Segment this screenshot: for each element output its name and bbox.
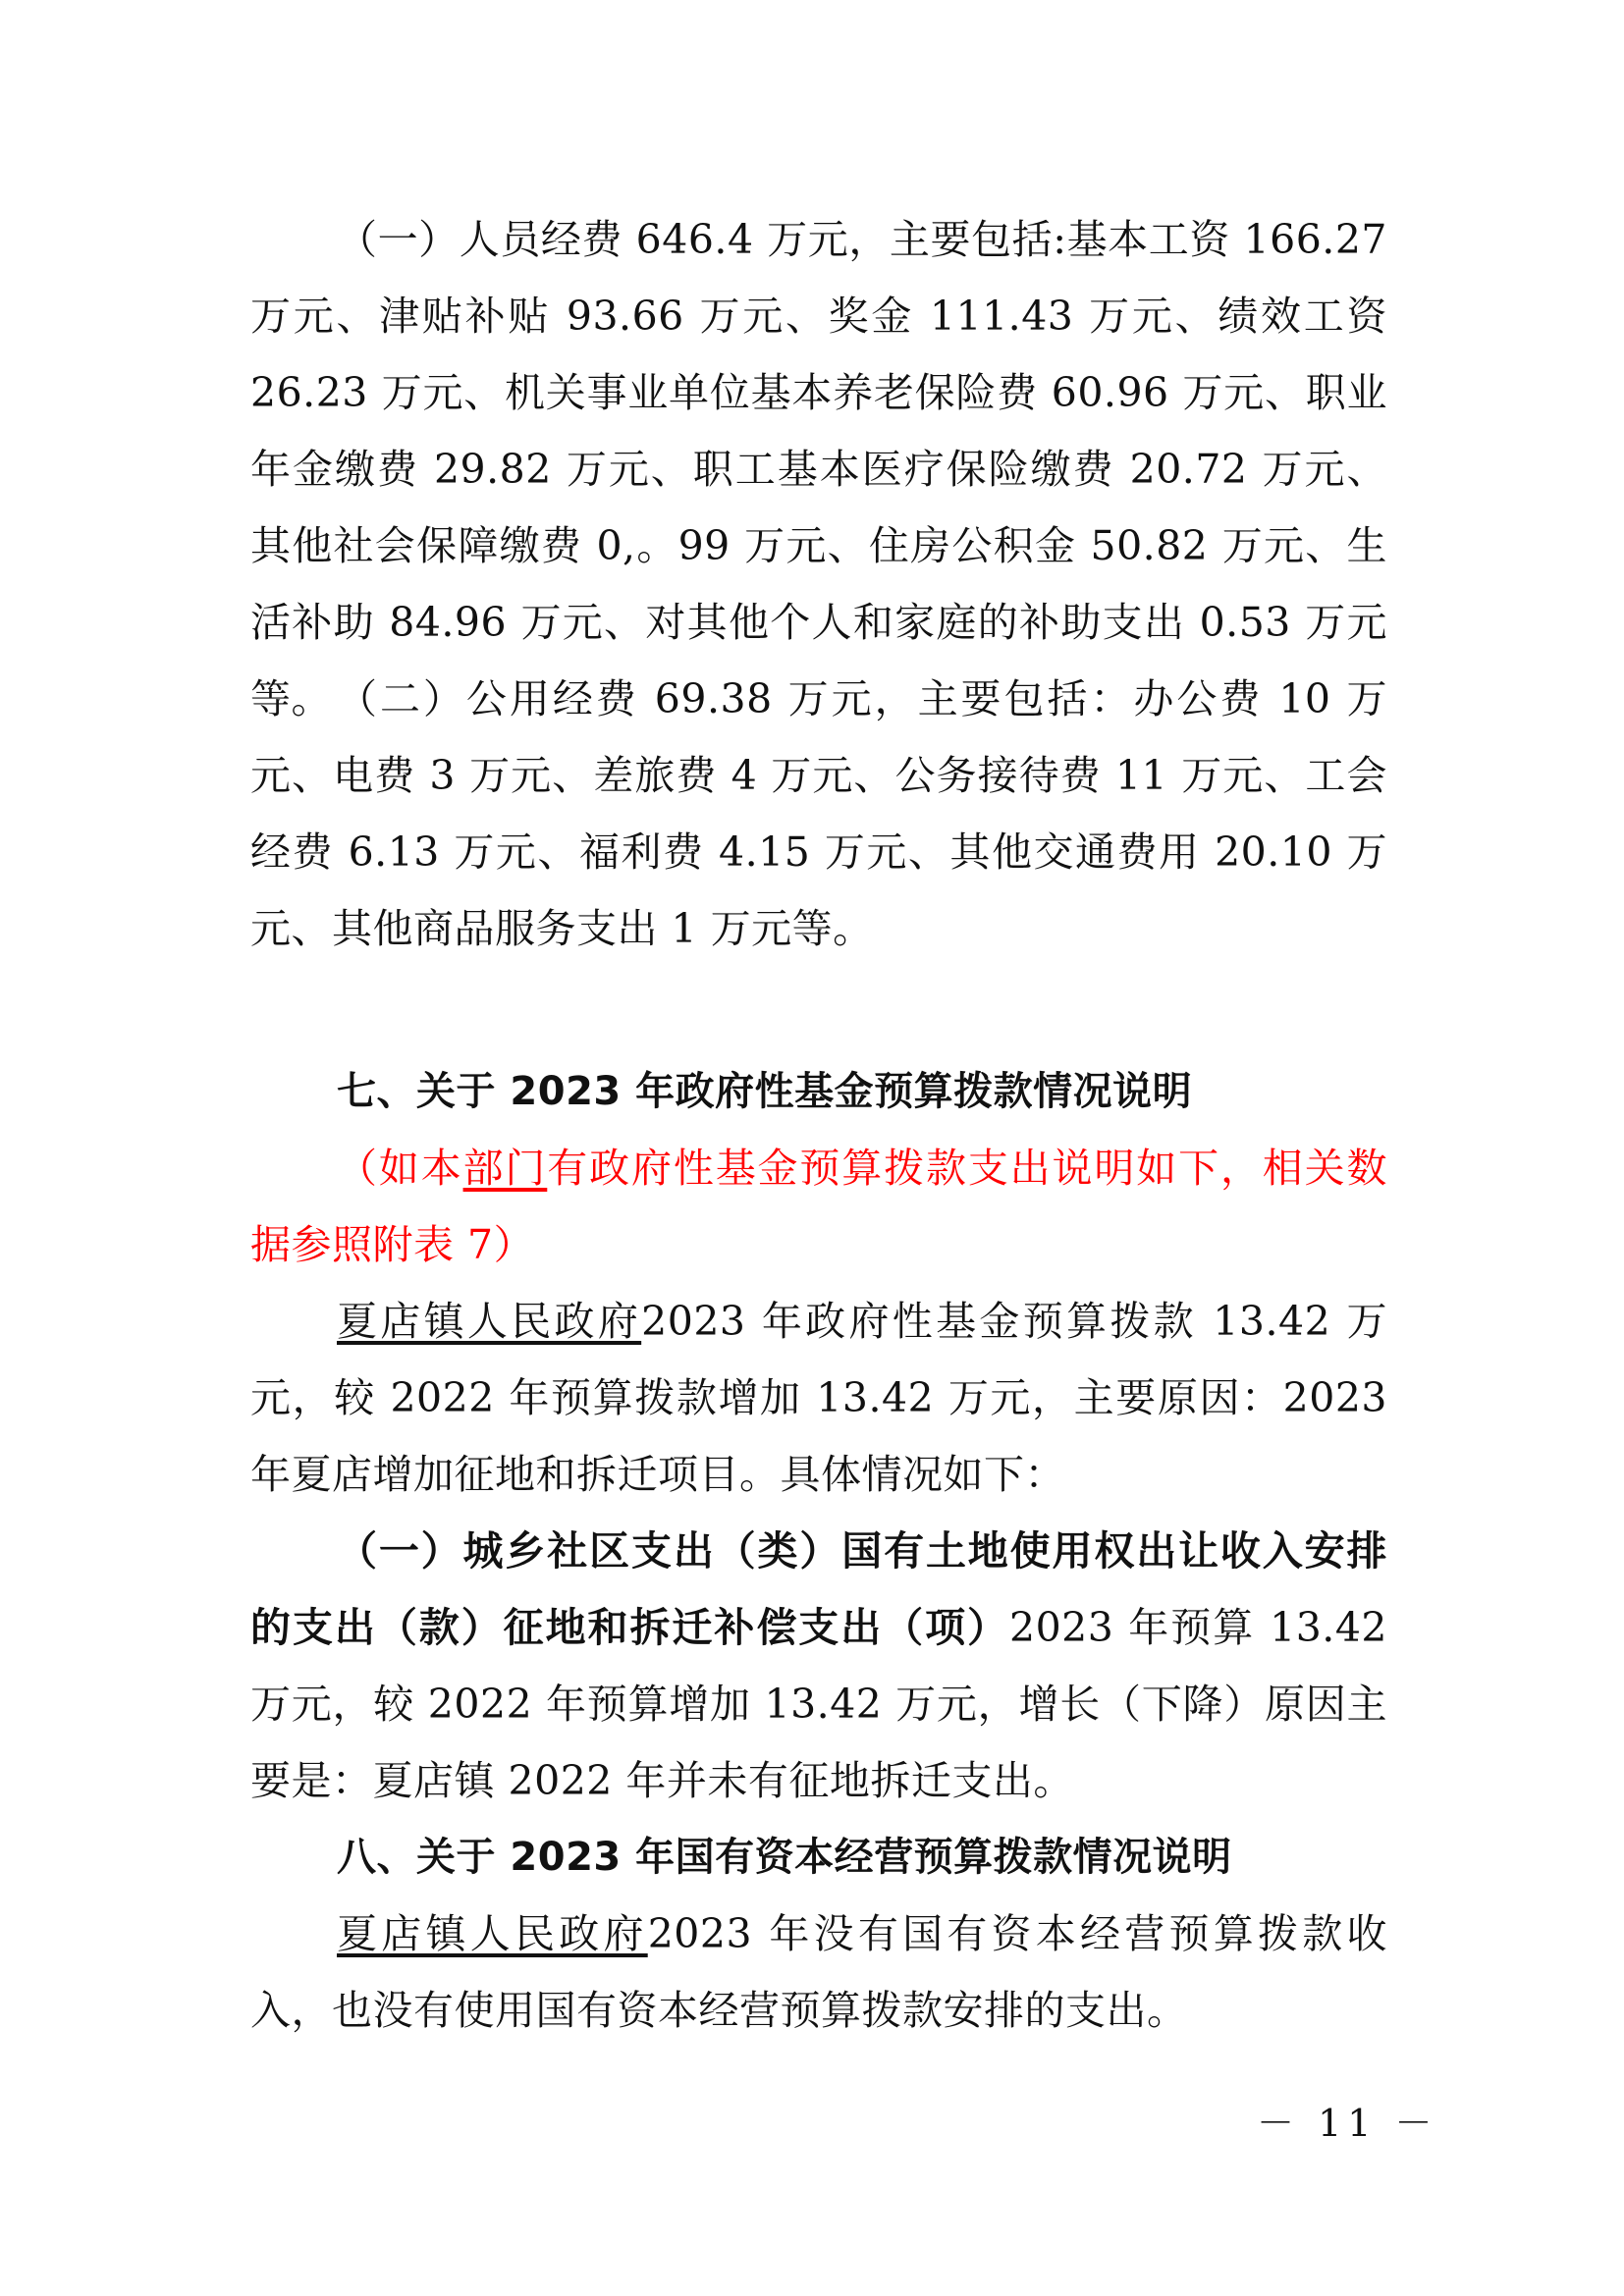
public-expense-paragraph [250,661,1387,967]
section-eight-heading-text: 八、关于 2023 年国有资本经营预算拨款情况说明 [337,1835,1232,1880]
section-seven-heading [250,1053,1387,1130]
fund-summary-text: 2023 年政府性基金预算拨款 13.42 万元，较 2022 年预算拨款增加 13.42 万元，主要原因：2023 年夏店增加征地和拆迁项目。具体情况如下： [250,1298,1401,1498]
note-underlined-word: 部门 [462,1145,548,1192]
entity-name-underlined: 夏店镇人民政府 [337,1298,642,1345]
section-eight-paragraph [250,1896,1387,2049]
fund-summary-paragraph [250,1283,1401,1513]
page-number: － 11 － [1257,2102,1438,2145]
note-text-after: 有政府性基金预算拨款支出说明如下，相关数据参照附表 7） [250,1145,1388,1268]
section-eight-heading [250,1819,1387,1896]
public-expense-text: （二）公用经费 69.38 万元，主要包括：办公费 10 万元、电费 3 万元、差旅费 4 万元、公务接待费 11 万元、工会经费 6.13 万元、福利费 4.15 万元、其他交通费用 20.10 万元、其他商品服务支出 1 万元等。 [250,675,1387,952]
personnel-expense-text: （一）人员经费 646.4 万元，主要包括:基本工资 166.27 万元、津贴补贴 93.66 万元、奖金 111.43 万元、绩效工资 26.23 万元、机关事业单位基本养老保险费 60.96 万元、职业年金缴费 29.82 万元、职工基本医疗保险缴费 20.72 万元、其他社会保障缴费 0,。99 万元、住房公积金 50.82 万元、生活补助 84.96 万元、对其他个人和家庭的补助支出 0.53 万元等。 [250,216,1401,722]
personnel-expense-paragraph [250,201,1401,737]
section-seven-note [250,1130,1387,1283]
note-text-before: （如本 [337,1145,463,1192]
entity-name-underlined-2: 夏店镇人民政府 [337,1910,648,1957]
fund-item-detail-text: 2023 年预算 13.42 万元，较 2022 年预算增加 13.42 万元，增长（下降）原因主要是：夏店镇 2022 年并未有征地拆迁支出。 [250,1604,1401,1804]
fund-item-paragraph [250,1513,1401,1819]
section-eight-text: 2023 年没有国有资本经营预算拨款收入，也没有使用国有资本经营预算拨款安排的支出。 [250,1910,1388,2034]
section-seven-heading-text: 七、关于 2023 年政府性基金预算拨款情况说明 [337,1069,1193,1114]
fund-item-category-bold: （一）城乡社区支出（类）国有土地使用权出让收入安排的支出（款）征地和拆迁补偿支出（项） [250,1527,1387,1651]
